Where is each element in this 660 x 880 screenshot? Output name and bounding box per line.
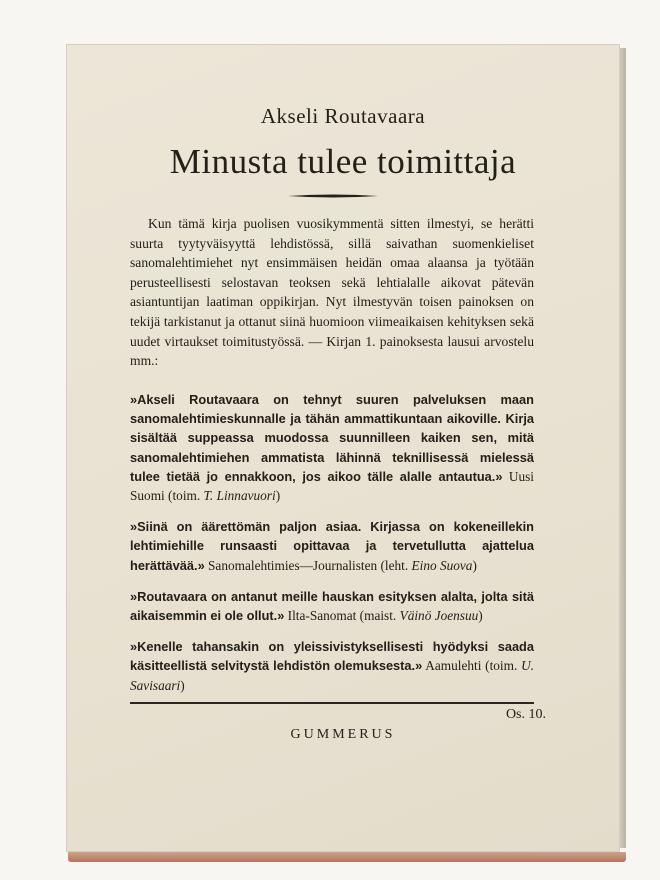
book-title: Minusta tulee toimittaja	[169, 142, 517, 181]
review-source: Ilta-Sanomat (maist.	[287, 608, 397, 624]
review-close-paren: )	[478, 608, 483, 624]
divider-rule	[130, 702, 534, 704]
review-close-paren: )	[180, 677, 185, 693]
review-close-paren: )	[472, 557, 477, 573]
review-editor: Eino Suova	[411, 557, 473, 573]
book-bottom-edge	[68, 852, 626, 862]
review-editor: Väinö Joensuu	[399, 608, 479, 624]
book-back-cover	[66, 44, 620, 852]
publisher-name: GUMMERUS	[290, 727, 396, 742]
review-quote	[130, 637, 534, 695]
review-close-paren: )	[275, 488, 281, 504]
tapered-rule-ornament-icon	[288, 192, 378, 200]
review-quote	[130, 517, 534, 575]
price-label: Os. 10.	[505, 707, 546, 722]
review-quote-text: »Routavaara on antanut meille hauskan esityksen alalta, jolta sitä aikaisemmin ei ole ollut.»	[130, 588, 534, 624]
review-quote	[130, 390, 534, 505]
review-quote	[130, 587, 534, 625]
review-editor: T. Linnavuori	[203, 488, 276, 504]
intro-paragraph: Kun tämä kirja puolisen vuosikymmentä sitten ilmestyi, se herätti suurta tyytyväisyyttä lehdistössä, sillä saivathan suomenkieliset sanomalehtimiehet nyt ensimmäisen heidän omaa alaansa ja työtään perusteellisesti selostavan teoksen sekä lehtialalle aikovat pätevän asiantuntijan laatiman oppikirjan. Nyt ilmestyvän toisen painoksen on tekijä tarkistanut ja ottanut siinä huomioon viimeaikaisen kehityksen sekä uudet virtaukset toimitustyössä. — Kirjan 1. painoksesta lausui arvostelu mm.:	[130, 216, 534, 369]
review-source: Uusi Suomi (toim.	[130, 468, 534, 504]
review-source: Aamulehti (toim.	[425, 658, 518, 674]
review-quote-text: »Siinä on äärettömän paljon asiaa. Kirjassa on kokeneillekin lehtimiehille runsaasti opittavaa ja tervetullutta ajattelua herättävää.»	[130, 519, 534, 573]
review-quotes	[130, 390, 534, 707]
review-quote-text: »Kenelle tahansakin on yleissivistyksellisesti hyödyksi saada käsitteellistä selvitystä lehdistön olemuksesta.»	[130, 639, 534, 674]
review-editor: U. Savisaari	[130, 658, 534, 693]
review-source: Sanomalehtimies—Journalisten (leht.	[208, 557, 409, 573]
author-name: Akseli Routavaara	[260, 104, 426, 128]
review-quote-text: »Akseli Routavaara on tehnyt suuren palveluksen maan sanomalehtimieskunnalle ja tähän ammattikuntaan aikoville. Kirja sisältää suppeassa muodossa suunnilleen kaiken sen, mitä sanomalehtimiehen ammatista lähinnä teknillisessä mielessä tulee tietää jo ennakkoon, jos aikoo tälle alalle antautua.»	[130, 392, 534, 484]
